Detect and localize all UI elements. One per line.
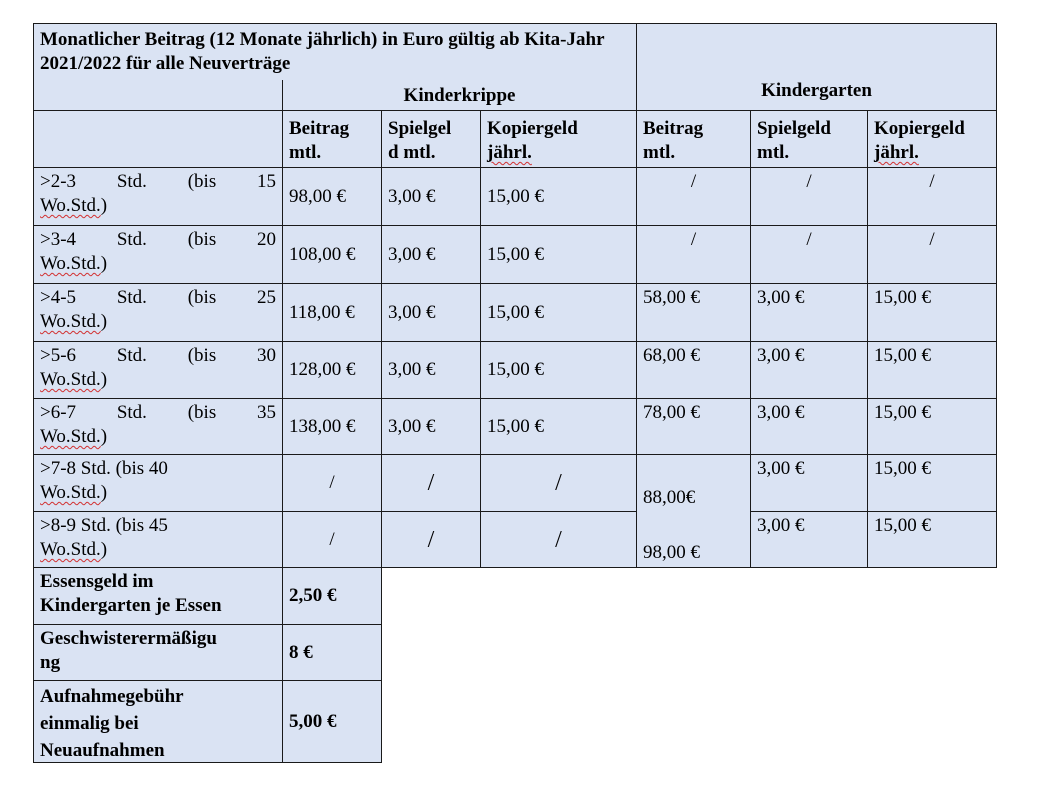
cell-kindergarten-spielgeld: 3,00 € — [750, 511, 868, 568]
cell-kindergarten-spielgeld: 3,00 € — [750, 454, 868, 512]
row-label: >5-6 Std. (bis 30 Wo.Std.) — [33, 341, 283, 399]
cell-krippe-beitrag: 138,00 € — [282, 398, 382, 455]
extra-value-geschwister: 8 € — [282, 624, 382, 681]
column-header-kindergarten-spielgeld: Spielgeld mtl. — [750, 110, 868, 168]
cell-kindergarten-beitrag: 88,00€ — [636, 454, 751, 512]
cell-kindergarten-kopiergeld: / — [867, 225, 997, 284]
cell-kindergarten-beitrag: 98,00 € — [636, 511, 751, 568]
cell-krippe-kopiergeld: 15,00 € — [480, 341, 637, 399]
cell-kindergarten-beitrag: 58,00 € — [636, 283, 751, 342]
cell-krippe-spielgeld: 3,00 € — [381, 167, 481, 226]
cell-kindergarten-spielgeld: / — [750, 225, 868, 284]
cell-kindergarten-beitrag: / — [636, 225, 751, 284]
row-label: >3-4 Std. (bis 20 Wo.Std.) — [33, 225, 283, 284]
group-header-kindergarten: Kindergarten — [636, 23, 997, 111]
row-label: >8-9 Std. (bis 45 Wo.Std.) — [33, 511, 283, 568]
cell-krippe-spielgeld: 3,00 € — [381, 341, 481, 399]
row-label: >4-5 Std. (bis 25 Wo.Std.) — [33, 283, 283, 342]
group-header-kinderkrippe: Kinderkrippe — [282, 80, 637, 111]
row-label: >6-7 Std. (bis 35 Wo.Std.) — [33, 398, 283, 455]
table-title: Monatlicher Beitrag (12 Monate jährlich) in Euro gültig ab Kita-Jahr 2021/2022 für alle Neuverträge — [33, 23, 637, 111]
cell-kindergarten-kopiergeld: 15,00 € — [867, 341, 997, 399]
cell-krippe-beitrag: 98,00 € — [282, 167, 382, 226]
cell-krippe-spielgeld: / — [381, 454, 481, 512]
column-header-krippe-kopiergeld: Kopiergeld jährl. — [480, 110, 637, 168]
cell-kindergarten-kopiergeld: 15,00 € — [867, 454, 997, 512]
cell-krippe-spielgeld: 3,00 € — [381, 283, 481, 342]
cell-kindergarten-kopiergeld: 15,00 € — [867, 398, 997, 455]
cell-krippe-beitrag: / — [282, 454, 382, 512]
cell-krippe-beitrag: 108,00 € — [282, 225, 382, 284]
cell-kindergarten-spielgeld: 3,00 € — [750, 341, 868, 399]
cell-krippe-kopiergeld: 15,00 € — [480, 283, 637, 342]
cell-krippe-kopiergeld: 15,00 € — [480, 167, 637, 226]
cell-kindergarten-beitrag: 68,00 € — [636, 341, 751, 399]
column-header-krippe-spielgeld: Spielgel d mtl. — [381, 110, 481, 168]
extra-value-aufnahmegebuehr: 5,00 € — [282, 680, 382, 763]
extra-label-geschwister: Geschwisterermäßigu ng — [33, 624, 283, 681]
cell-kindergarten-kopiergeld: 15,00 € — [867, 283, 997, 342]
cell-kindergarten-spielgeld: / — [750, 167, 868, 226]
cell-kindergarten-beitrag: 78,00 € — [636, 398, 751, 455]
cell-krippe-spielgeld: 3,00 € — [381, 225, 481, 284]
row-label: >2-3 Std. (bis 15 Wo.Std.) — [33, 167, 283, 226]
cell-krippe-beitrag: / — [282, 511, 382, 568]
column-header-empty — [33, 110, 283, 168]
cell-kindergarten-spielgeld: 3,00 € — [750, 398, 868, 455]
cell-kindergarten-beitrag: / — [636, 167, 751, 226]
cell-krippe-kopiergeld: / — [480, 511, 637, 568]
cell-kindergarten-kopiergeld: 15,00 € — [867, 511, 997, 568]
column-header-krippe-beitrag: Beitrag mtl. — [282, 110, 382, 168]
row-label: >7-8 Std. (bis 40 Wo.Std.) — [33, 454, 283, 512]
column-header-kindergarten-beitrag: Beitrag mtl. — [636, 110, 751, 168]
extra-label-aufnahmegebuehr: Aufnahmegebühr einmalig bei Neuaufnahmen — [33, 680, 283, 763]
cell-krippe-spielgeld: / — [381, 511, 481, 568]
cell-krippe-spielgeld: 3,00 € — [381, 398, 481, 455]
column-header-kindergarten-kopiergeld: Kopiergeld jährl. — [867, 110, 997, 168]
cell-kindergarten-spielgeld: 3,00 € — [750, 283, 868, 342]
cell-krippe-beitrag: 128,00 € — [282, 341, 382, 399]
extra-label-essensgeld: Essensgeld im Kindergarten je Essen — [33, 567, 283, 625]
cell-krippe-kopiergeld: 15,00 € — [480, 398, 637, 455]
extra-value-essensgeld: 2,50 € — [282, 567, 382, 625]
cell-krippe-beitrag: 118,00 € — [282, 283, 382, 342]
cell-krippe-kopiergeld: / — [480, 454, 637, 512]
cell-kindergarten-kopiergeld: / — [867, 167, 997, 226]
cell-krippe-kopiergeld: 15,00 € — [480, 225, 637, 284]
